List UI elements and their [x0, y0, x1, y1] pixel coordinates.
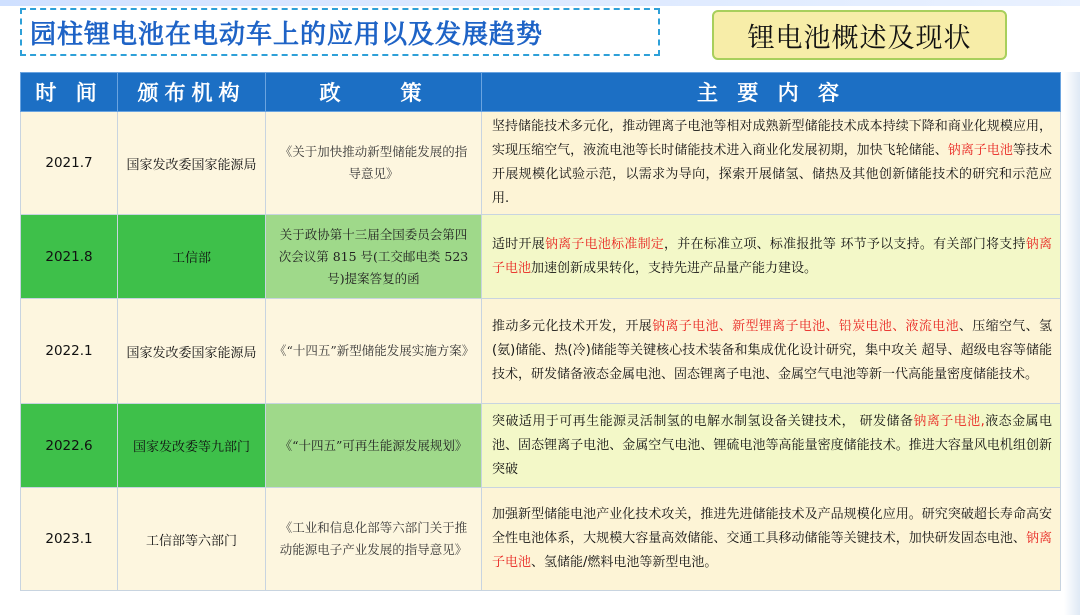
row-policy: 《“十四五”可再生能源发展规划》 — [266, 404, 482, 488]
table-row — [21, 215, 1061, 299]
content-text: 推动多元化技术开发，开展 — [492, 319, 653, 334]
row-org: 工信部 — [118, 215, 266, 299]
content-text: 突破适用于可再生能源灵活制氢的电解水制氢设备关键技术， 研发储备 — [492, 413, 914, 429]
top-decor-strip — [0, 0, 1080, 6]
content-text: 坚持储能技术多元化，推动锂离子电池等相对成熟新型储能技术成本持续下降和商业化规模应用，实现压缩空气，液流电池等长时储能技术进入商业化发展初期，加快飞轮储能、 — [492, 119, 1052, 158]
table-row — [21, 404, 1061, 488]
right-decor-strip — [1064, 72, 1080, 615]
content-text: ，并在标准立项、标准报批等 环节予以支持。有关部门将支持 — [664, 236, 1026, 252]
table-row — [21, 299, 1061, 404]
header-policy: 政 策 — [266, 73, 482, 112]
row-content — [482, 215, 1061, 299]
row-content — [482, 404, 1061, 488]
highlight-text: 钠离子电池标准制定 — [544, 236, 665, 252]
row-policy: 《工业和信息化部等六部门关于推动能源电子产业发展的指导意见》 — [266, 488, 482, 591]
table-header-row — [21, 73, 1061, 112]
row-date: 2021.8 — [21, 215, 118, 299]
highlight-text: 钠离子电池 — [492, 531, 1052, 570]
section-badge-label: 锂电池概述及现状 — [747, 22, 972, 54]
row-date: 2021.7 — [21, 112, 118, 215]
content-text: 等技术开展规模化试验示范，以需求为导向，探索开展储氢、储热及其他创新储能技术的研究和示范应用. — [492, 143, 1052, 206]
page-title-box — [20, 8, 660, 56]
page-title: 园柱锂电池在电动车上的应用以及发展趋势 — [30, 19, 544, 50]
content-text: 加强新型储能电池产业化技术攻关，推进先进储能技术及产品规模化应用。研究突破超长寿命高安全性电池体系，大规模大容量高效储能、交通工具移动储能等关键技术，加快研发固态电池、 — [492, 507, 1052, 546]
highlight-text: 钠离子电池、新型锂离子电池、铅炭电池、液流电池 — [652, 319, 959, 334]
row-date: 2022.6 — [21, 404, 118, 488]
row-content — [482, 488, 1061, 591]
content-text: 、氢储能/燃料电池等新型电池。 — [531, 555, 718, 570]
table-row — [21, 488, 1061, 591]
row-org: 国家发改委等九部门 — [118, 404, 266, 488]
section-badge — [712, 10, 1007, 60]
row-policy: 《“十四五”新型储能发展实施方案》 — [266, 299, 482, 404]
row-policy: 关于政协第十三届全国委员会第四次会议第 815 号(工交邮电类 523 号)提案答复的函 — [266, 215, 482, 299]
header-date: 时 间 — [21, 73, 118, 112]
content-text: 、压缩空气、氢(氨)储能、热(冷)储能等关键核心技术装备和集成优化设计研究，集中攻关 超导、超级电容等储能技术，研发储备液态金属电池、固态锂离子电池、金属空气电池等新一代高能量密度储能技术。 — [492, 319, 1052, 382]
policy-table — [20, 72, 1061, 591]
row-org: 国家发改委国家能源局 — [118, 299, 266, 404]
highlight-text: 钠离子电池, — [913, 413, 985, 429]
content-text: 加速创新成果转化，支持先进产品量产能力建设。 — [531, 260, 818, 276]
highlight-text: 钠离子电池 — [492, 236, 1052, 276]
header-org: 颁布机构 — [118, 73, 266, 112]
content-text: 适时开展 — [492, 236, 545, 252]
row-content — [482, 299, 1061, 404]
content-text: 液态金属电池、固态锂离子电池、金属空气电池、锂硫电池等高能量密度储能技术。推进大容量风电机组创新突破 — [492, 413, 1052, 477]
row-date: 2022.1 — [21, 299, 118, 404]
highlight-text: 钠离子电池 — [947, 143, 1013, 158]
row-org: 国家发改委国家能源局 — [118, 112, 266, 215]
row-org: 工信部等六部门 — [118, 488, 266, 591]
table-row — [21, 112, 1061, 215]
row-policy: 《关于加快推动新型储能发展的指导意见》 — [266, 112, 482, 215]
row-content — [482, 112, 1061, 215]
row-date: 2023.1 — [21, 488, 118, 591]
header-content: 主 要 内 容 — [482, 73, 1061, 112]
